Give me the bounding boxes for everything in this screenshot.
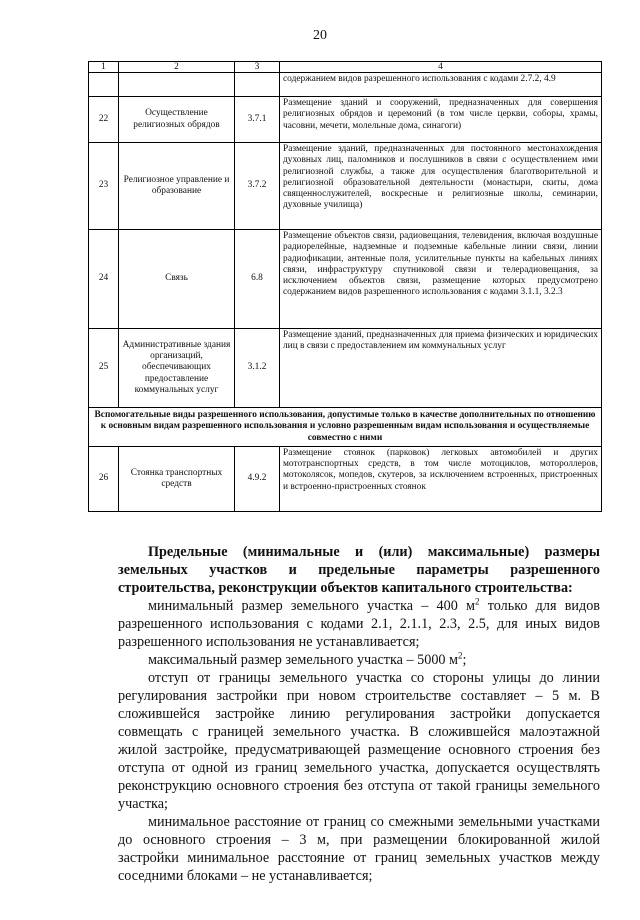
paragraph-setback: отступ от границы земельного участка со стороны улицы до линии регулирования застройки при новом строительстве составляет – 5 м. В сложившейся застройке линию регулирования застройки допускается совмещать с границей земельного участка. В сложившейся малоэтажной жилой застройке, предусматривающей размещение основного строения без отступа от одной из границ земельного участка, допускается осуществлять реконструкцию основного строения без отступа от такой границы земельного участка; xyxy=(118,670,600,812)
empty-cell xyxy=(89,73,119,97)
use-code-cell: 3.7.2 xyxy=(235,143,280,230)
use-code-cell: 3.1.2 xyxy=(235,329,280,408)
header-cell: 4 xyxy=(280,62,602,73)
table-header-row xyxy=(89,62,602,73)
use-name-cell: Осуществление религиозных обрядов xyxy=(119,97,235,143)
table-subheading-row xyxy=(89,408,602,447)
table-row-continuation xyxy=(89,73,602,97)
table-row xyxy=(89,97,602,143)
paragraph-min-distance: минимальное расстояние от границ со смежными земельными участками до основного строения – 3 м, при размещении блокированной жилой застройки минимальное расстояние от границ земельных участков между соседними блоками – не устанавливается; xyxy=(118,814,600,884)
row-number-cell: 22 xyxy=(89,97,119,143)
paragraph-text: максимальный размер земельного участка – 5000 м xyxy=(148,652,459,668)
use-code-cell: 4.9.2 xyxy=(235,446,280,511)
table-row xyxy=(89,329,602,408)
header-cell: 2 xyxy=(119,62,235,73)
superscript: 2 xyxy=(458,650,463,661)
land-use-table xyxy=(88,61,602,512)
header-cell: 1 xyxy=(89,62,119,73)
description-cell: Размещение зданий, предназначенных для постоянного местонахождения духовных лиц, паломников и послушников в связи с осуществлением ими религиозной службы, а также для осуществления благотворительной и религиозной образовательной деятельности (монастыри, скиты, дома священнослужителей, воскресные и религиозные школы, семинарии, духовные училища) xyxy=(280,143,602,230)
use-name-cell: Связь xyxy=(119,230,235,329)
empty-cell xyxy=(235,73,280,97)
body-text xyxy=(118,543,600,885)
paragraph-text: ; xyxy=(462,652,467,668)
description-cell: Размещение зданий и сооружений, предназначенных для совершения религиозных обрядов и церемоний (в том числе церкви, соборы, храмы, часовни, мечети, молельные дома, синагоги) xyxy=(280,97,602,143)
table-row xyxy=(89,446,602,511)
description-cell: Размещение зданий, предназначенных для приема физических и юридических лиц в связи с предоставлением им коммунальных услуг xyxy=(280,329,602,408)
superscript: 2 xyxy=(475,596,480,607)
table-row xyxy=(89,230,602,329)
use-code-cell: 6.8 xyxy=(235,230,280,329)
row-number-cell: 26 xyxy=(89,446,119,511)
description-cell: Размещение стоянок (парковок) легковых автомобилей и других мототранспортных средств, в том числе мотоциклов, мотороллеров, мотоколясок, мопедов, скутеров, за исключением встроенных, пристроенных и встроенно-пристроенных стоянок xyxy=(280,446,602,511)
description-cell: содержанием видов разрешенного использования с кодами 2.7.2, 4.9 xyxy=(280,73,602,97)
use-name-cell: Стоянка транспортных средств xyxy=(119,446,235,511)
use-name-cell: Административные здания организаций, обеспечивающих предоставление коммунальных услуг xyxy=(119,329,235,408)
header-cell: 3 xyxy=(235,62,280,73)
section-title: Предельные (минимальные и (или) максимальные) размеры земельных участков и предельные параметры разрешенного строительства, реконструкции объектов капитального строительства: xyxy=(118,544,600,596)
subheading-cell: Вспомогательные виды разрешенного использования, допустимые только в качестве дополнительных по отношению к основным видам разрешенного использования и условно разрешенным видам использования и осуществляемые совместно с ними xyxy=(89,408,602,447)
row-number-cell: 23 xyxy=(89,143,119,230)
row-number-cell: 25 xyxy=(89,329,119,408)
use-name-cell: Религиозное управление и образование xyxy=(119,143,235,230)
row-number-cell: 24 xyxy=(89,230,119,329)
use-code-cell: 3.7.1 xyxy=(235,97,280,143)
page-number: 20 xyxy=(313,28,327,43)
description-cell: Размещение объектов связи, радиовещания, телевидения, включая воздушные радиорелейные, надземные и подземные кабельные линии связи, линии радиофикации, антенные поля, усилительные пункты на кабельных линиях связи, инфраструктуру спутниковой связи и телерадиовещания, за исключением объектов связи, размещение которых предусмотрено содержанием видов разрешенного использования с кодами 3.1.1, 3.2.3 xyxy=(280,230,602,329)
paragraph-max-size xyxy=(118,651,600,669)
paragraph-text: минимальный размер земельного участка – 400 м xyxy=(148,598,476,614)
paragraph-min-size xyxy=(118,597,600,651)
paragraph-text: только для видов разрешенного использования с кодами 2.1, 2.1.1, 2.3, 2.5, для иных видов разрешенного использования не устанавливается; xyxy=(118,598,600,650)
table-row xyxy=(89,143,602,230)
empty-cell xyxy=(119,73,235,97)
